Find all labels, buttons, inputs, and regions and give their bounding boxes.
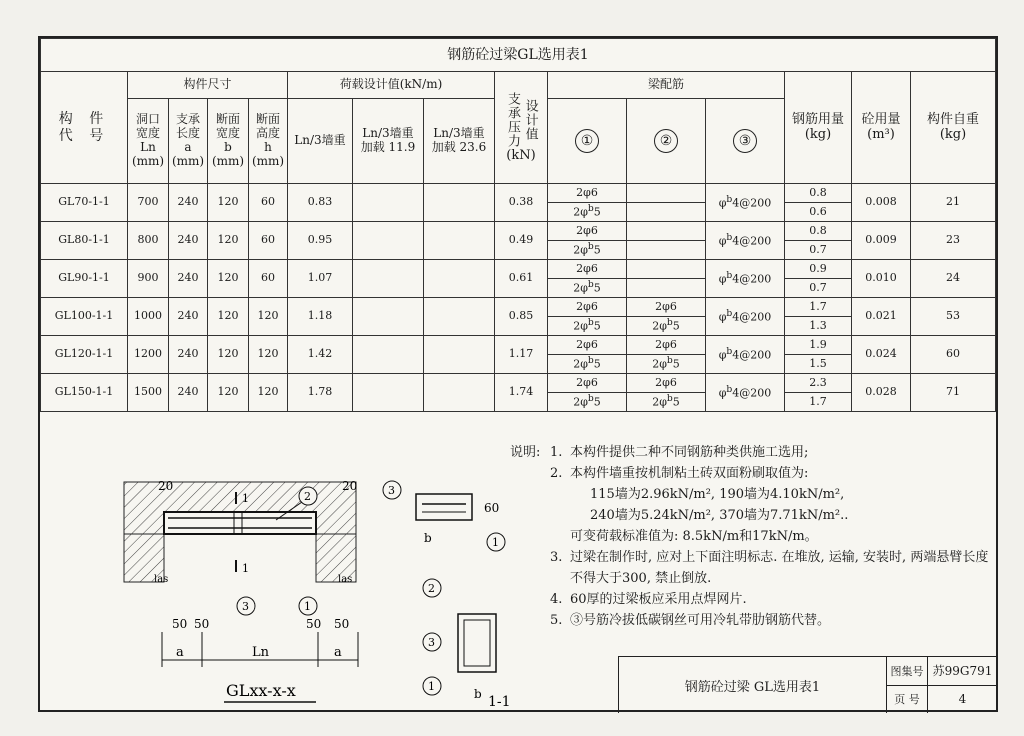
plate-dim-60: 60: [484, 501, 500, 515]
cell-load-wall: 1.18: [288, 298, 353, 336]
header-opening-width: 洞口 宽度 Ln (mm): [128, 99, 169, 184]
note-text: 60厚的过梁板应采用点焊网片.: [570, 592, 747, 607]
cell-weight: 71: [911, 374, 996, 412]
cell-steel-a: 2.3: [785, 374, 852, 393]
header-rebar-2: ②: [627, 99, 706, 184]
plate-callout-1: 1: [492, 536, 499, 549]
cell-load-11-9: [353, 184, 424, 222]
cell-load-11-9: [353, 260, 424, 298]
cell-code: GL120-1-1: [41, 336, 128, 374]
label-gl: GLxx-x-x: [226, 681, 296, 700]
cell-rebar-2-a: 2φ6: [627, 298, 706, 317]
cell-rebar-1-a: 2φ6: [548, 260, 627, 279]
drawing-sheet: [38, 36, 998, 712]
cell-rebar-1-a: 2φ6: [548, 298, 627, 317]
cell-steel-b: 0.6: [785, 203, 852, 222]
cell-bearing-length: 240: [169, 260, 208, 298]
cell-opening-width: 700: [128, 184, 169, 222]
note-text: 115墙为2.96kN/m², 190墙为4.10kN/m²,: [590, 487, 845, 502]
gl-selection-table: [40, 38, 996, 412]
dim-50-3: 50: [306, 617, 322, 631]
header-self-weight: 构件自重 (kg): [911, 72, 996, 184]
cell-bearing-pressure: 0.61: [495, 260, 548, 298]
sec-callout-2: 2: [428, 582, 435, 595]
cell-load-23-6: [424, 222, 495, 260]
header-dimensions: 构件尺寸: [128, 72, 288, 99]
cell-rebar-2-a: [627, 222, 706, 241]
cell-steel-a: 0.9: [785, 260, 852, 279]
cell-section-height: 60: [249, 222, 288, 260]
cell-load-wall: 1.78: [288, 374, 353, 412]
table-title: 钢筋砼过梁GL选用表1: [41, 39, 996, 72]
cell-weight: 60: [911, 336, 996, 374]
cell-section-width: 120: [208, 260, 249, 298]
cell-code: GL150-1-1: [41, 374, 128, 412]
cell-rebar-1-b: $2\varphi^b5$: [548, 393, 627, 412]
beam-detail-diagram: [76, 442, 511, 712]
cell-steel-b: 0.7: [785, 279, 852, 298]
cell-opening-width: 1000: [128, 298, 169, 336]
cell-load-11-9: [353, 298, 424, 336]
cell-bearing-length: 240: [169, 374, 208, 412]
cell-rebar-2-b: $2\varphi^b5$: [627, 355, 706, 374]
dim-50-4: 50: [334, 617, 350, 631]
atlas-label: 图集号: [887, 657, 928, 685]
cell-section-width: 120: [208, 298, 249, 336]
cell-concrete: 0.021: [852, 298, 911, 336]
header-bearing-pressure: 支承压力 设计值 (kN): [495, 72, 548, 184]
cell-rebar-2-a: 2φ6: [627, 336, 706, 355]
cell-steel-b: 1.3: [785, 317, 852, 336]
note-item: [510, 526, 990, 547]
table-row: [41, 336, 996, 355]
lintel-beam: [164, 512, 316, 534]
note-item: [510, 589, 990, 610]
note-text: 本构件提供二种不同钢筋种类供施工选用;: [570, 445, 809, 460]
cell-load-11-9: [353, 336, 424, 374]
note-item: [510, 442, 990, 463]
cell-bearing-length: 240: [169, 298, 208, 336]
cell-rebar-1-a: 2φ6: [548, 336, 627, 355]
dim-20-right: 20: [342, 479, 358, 493]
header-bearing-length: 支承 长度 a (mm): [169, 99, 208, 184]
plate-dim-b: b: [424, 531, 432, 545]
note-item: [510, 547, 990, 589]
cell-section-height: 60: [249, 260, 288, 298]
page-label: 页 号: [887, 686, 928, 714]
dim-a-right: a: [334, 645, 342, 660]
cell-section-height: 120: [249, 374, 288, 412]
cell-steel-a: 1.7: [785, 298, 852, 317]
cell-load-wall: 1.42: [288, 336, 353, 374]
cell-load-wall: 1.07: [288, 260, 353, 298]
header-rebar-3: ③: [706, 99, 785, 184]
cell-steel-a: 0.8: [785, 184, 852, 203]
cell-section-height: 120: [249, 336, 288, 374]
header-concrete-usage: 砼用量 (m³): [852, 72, 911, 184]
cell-section-width: 120: [208, 336, 249, 374]
cell-rebar-1-b: $2\varphi^b5$: [548, 241, 627, 260]
plate-callout-3: 3: [388, 484, 395, 497]
cell-steel-b: 0.7: [785, 241, 852, 260]
cell-bearing-length: 240: [169, 184, 208, 222]
cell-load-wall: 0.95: [288, 222, 353, 260]
table-row: [41, 374, 996, 393]
header-load-design: 荷载设计值(kN/m): [288, 72, 495, 99]
cell-code: GL100-1-1: [41, 298, 128, 336]
header-section-width: 断面 宽度 b (mm): [208, 99, 249, 184]
cell-bearing-length: 240: [169, 222, 208, 260]
cell-rebar-2-b: [627, 241, 706, 260]
cell-code: GL70-1-1: [41, 184, 128, 222]
header-load-plus-23-6: Ln/3墙重 加载 23.6: [424, 99, 495, 184]
page-number: 4: [958, 692, 967, 707]
note-text: 本构件墙重按机制粘土砖双面粉刷取值为:: [570, 466, 809, 481]
callout-2: 2: [304, 490, 311, 503]
cell-rebar-1-b: $2\varphi^b5$: [548, 355, 627, 374]
cell-weight: 53: [911, 298, 996, 336]
cell-bearing-pressure: 1.74: [495, 374, 548, 412]
cell-code: GL80-1-1: [41, 222, 128, 260]
note-number: 1.: [550, 445, 563, 460]
table-row: [41, 222, 996, 241]
note-number: 3.: [550, 550, 563, 565]
cell-rebar-1-a: 2φ6: [548, 222, 627, 241]
note-text: 240墙为5.24kN/m², 370墙为7.71kN/m²..: [590, 508, 849, 523]
note-item: [510, 610, 990, 631]
notes-block: [510, 442, 990, 631]
header-rebar-1: ①: [548, 99, 627, 184]
cell-load-11-9: [353, 222, 424, 260]
cell-rebar-3: $\varphi^b4@200$: [706, 374, 785, 412]
note-text: ③号筋冷拔低碳钢丝可用冷轧带肋钢筋代替。: [570, 613, 831, 628]
cell-rebar-3: $\varphi^b4@200$: [706, 184, 785, 222]
cell-weight: 23: [911, 222, 996, 260]
cell-load-11-9: [353, 374, 424, 412]
cell-rebar-1-b: $2\varphi^b5$: [548, 203, 627, 222]
cell-rebar-2-a: [627, 260, 706, 279]
header-load-wall: Ln/3墙重: [288, 99, 353, 184]
cell-concrete: 0.028: [852, 374, 911, 412]
dim-50-2: 50: [194, 617, 210, 631]
dim-a-left: a: [176, 645, 184, 660]
callout-3: 3: [242, 600, 249, 613]
notes-label: 说明:: [510, 445, 541, 460]
cell-rebar-3: $\varphi^b4@200$: [706, 298, 785, 336]
table-row: [41, 184, 996, 203]
cell-bearing-pressure: 0.49: [495, 222, 548, 260]
cell-opening-width: 1500: [128, 374, 169, 412]
cell-section-width: 120: [208, 184, 249, 222]
cell-section-width: 120: [208, 222, 249, 260]
dim-las-left: las: [154, 574, 169, 585]
cell-rebar-3: $\varphi^b4@200$: [706, 260, 785, 298]
atlas-number: 苏99G791: [932, 664, 993, 679]
table-row: [41, 260, 996, 279]
cell-bearing-pressure: 0.38: [495, 184, 548, 222]
dim-20-left: 20: [158, 479, 174, 493]
cell-rebar-1-b: $2\varphi^b5$: [548, 279, 627, 298]
cell-load-wall: 0.83: [288, 184, 353, 222]
table-row: [41, 298, 996, 317]
cell-concrete: 0.024: [852, 336, 911, 374]
note-text: 过梁在制作时, 应对上下面注明标志. 在堆放, 运输, 安装时, 两端悬臂长度不得大于300, 禁止倒放.: [570, 550, 989, 586]
cell-rebar-3: $\varphi^b4@200$: [706, 222, 785, 260]
note-number: 2.: [550, 466, 563, 481]
header-load-plus-11-9: Ln/3墙重 加载 11.9: [353, 99, 424, 184]
note-item: [510, 463, 990, 484]
cell-section-width: 120: [208, 374, 249, 412]
sec-dim-b: b: [474, 687, 482, 701]
cell-rebar-2-a: 2φ6: [627, 374, 706, 393]
cell-opening-width: 900: [128, 260, 169, 298]
cell-code: GL90-1-1: [41, 260, 128, 298]
cell-steel-b: 1.5: [785, 355, 852, 374]
cell-section-height: 60: [249, 184, 288, 222]
cell-rebar-2-b: [627, 203, 706, 222]
cell-steel-a: 1.9: [785, 336, 852, 355]
note-number: 4.: [550, 592, 563, 607]
cell-rebar-3: $\varphi^b4@200$: [706, 336, 785, 374]
cell-rebar-1-a: 2φ6: [548, 374, 627, 393]
cell-section-height: 120: [249, 298, 288, 336]
dim-ln: Ln: [252, 645, 270, 660]
cell-rebar-1-a: 2φ6: [548, 184, 627, 203]
cell-weight: 21: [911, 184, 996, 222]
title-block: [618, 656, 997, 713]
cell-rebar-2-b: $2\varphi^b5$: [627, 393, 706, 412]
cell-rebar-2-b: [627, 279, 706, 298]
cell-rebar-2-b: $2\varphi^b5$: [627, 317, 706, 336]
header-rebar: 梁配筋: [548, 72, 785, 99]
cell-bearing-pressure: 1.17: [495, 336, 548, 374]
cell-rebar-1-b: $2\varphi^b5$: [548, 317, 627, 336]
cell-weight: 24: [911, 260, 996, 298]
cell-concrete: 0.008: [852, 184, 911, 222]
cell-load-23-6: [424, 336, 495, 374]
note-number: 5.: [550, 613, 563, 628]
cut-mark-bottom: 1: [242, 562, 249, 575]
cell-bearing-pressure: 0.85: [495, 298, 548, 336]
note-item: [510, 505, 990, 526]
header-component-code: 构 件 代 号: [41, 72, 128, 184]
cell-load-23-6: [424, 374, 495, 412]
callout-1: 1: [304, 600, 311, 613]
note-text: 可变荷载标准值为: 8.5kN/m和17kN/m。: [570, 529, 818, 544]
cell-load-23-6: [424, 260, 495, 298]
label-section: 1-1: [488, 694, 511, 710]
dim-las-right: las: [338, 574, 353, 585]
cell-load-23-6: [424, 184, 495, 222]
cell-opening-width: 1200: [128, 336, 169, 374]
cell-opening-width: 800: [128, 222, 169, 260]
cut-mark-top: 1: [242, 492, 249, 505]
note-item: [510, 484, 990, 505]
header-section-height: 断面 高度 h (mm): [249, 99, 288, 184]
cell-concrete: 0.009: [852, 222, 911, 260]
drawing-name: 钢筋砼过梁 GL选用表1: [619, 657, 887, 713]
cell-bearing-length: 240: [169, 336, 208, 374]
cell-load-23-6: [424, 298, 495, 336]
header-steel-usage: 钢筋用量 (kg): [785, 72, 852, 184]
cell-concrete: 0.010: [852, 260, 911, 298]
sec-callout-3: 3: [428, 636, 435, 649]
cell-rebar-2-a: [627, 184, 706, 203]
dim-50-1: 50: [172, 617, 188, 631]
sec-callout-1: 1: [428, 680, 435, 693]
cell-steel-b: 1.7: [785, 393, 852, 412]
cell-steel-a: 0.8: [785, 222, 852, 241]
